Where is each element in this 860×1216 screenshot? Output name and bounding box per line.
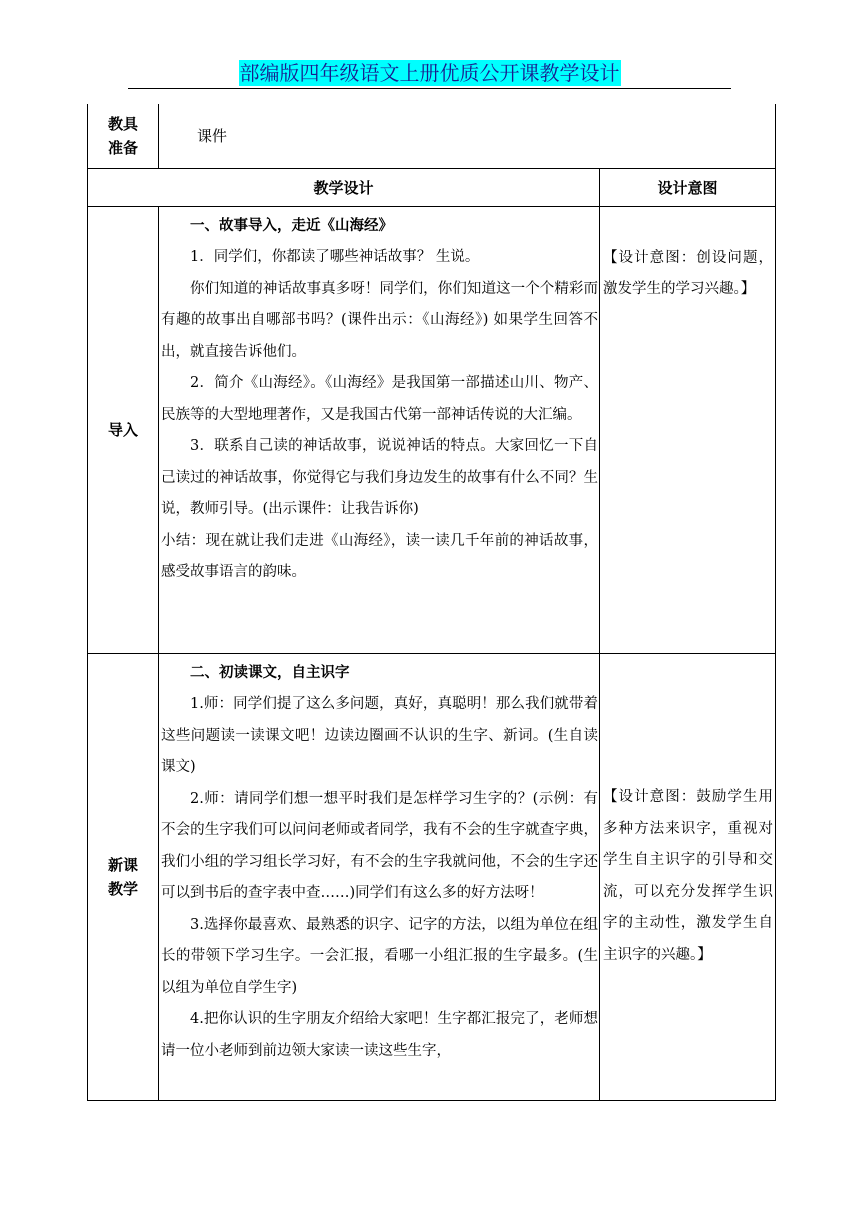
paragraph: 你们知道的神话故事真多呀！同学们，你们知道这一个个精彩而有趣的故事出自哪部书吗？(课件出示：《山海经》) 如果学生回答不出，就直接告诉他们。: [161, 280, 598, 360]
paragraph: 1.师：同学们提了这么多问题，真好，真聪明！那么我们就带着这些问题读一读课文吧！边读边圈画不认识的生字、新词。(生自读课文): [161, 696, 598, 775]
intent-text: 【设计意图：创设问题，激发学生的学习兴趣。】: [603, 249, 774, 297]
section-label-new-lesson: [88, 653, 159, 1100]
document-title: 部编版四年级语文上册优质公开课教学设计: [239, 61, 620, 85]
tools-label: [88, 104, 159, 168]
summary-paragraph: 小结：现在就让我们走进《山海经》，读一读几千年前的神话故事，感受故事语言的韵味。: [161, 532, 598, 580]
section-label-line1: 新课: [107, 855, 138, 874]
tools-label-line1: 教具: [107, 114, 138, 133]
paragraph: 2.师：请同学们想一想平时我们是怎样学习生字的？(示例：有不会的生字我们可以问问老师或者同学，我有不会的生字就查字典，我们小组的学习组长学习好，有不会的生字我就问他，不会的生字还可以到书后的查字表中查……)同学们有这么多的好方法呀！: [161, 790, 598, 901]
section-content-new-lesson: [159, 653, 600, 1100]
section-label-line2: 教学: [107, 879, 138, 898]
section-intent-new-lesson: [600, 653, 776, 1100]
column-header-row: [88, 168, 776, 206]
section-intent-intro: [600, 206, 776, 653]
tools-row: [88, 104, 776, 168]
paragraph: 3．联系自己读的神话故事，说说神话的特点。大家回忆一下自己读过的神话故事，你觉得它与我们身边发生的故事有什么不同？生说，教师引导。(出示课件：让我告诉你): [161, 438, 598, 517]
section-label-intro: 导入: [88, 206, 159, 653]
tools-value: 课件: [159, 104, 776, 168]
paragraph: 4.把你认识的生字朋友介绍给大家吧！生字都汇报完了，老师想请一位小老师到前边领大家读一读这些生字，: [161, 1011, 598, 1059]
paragraph: 3.选择你最喜欢、最熟悉的识字、记字的方法，以组为单位在组长的带领下学习生字。一会汇报，看哪一小组汇报的生字最多。(生以组为单位自学生字): [161, 916, 598, 996]
paragraph: 2．简介《山海经》。《山海经》是我国第一部描述山川、物产、民族等的大型地理著作，又是我国古代第一部神话传说的大汇编。: [161, 375, 598, 423]
section-content-intro: [159, 206, 600, 653]
section-heading: 一、故事导入，走近《山海经》: [190, 217, 393, 234]
lesson-plan-table: [87, 104, 776, 1101]
section-row-intro: [88, 206, 776, 653]
tools-label-line2: 准备: [107, 138, 138, 157]
section-row-new-lesson: [88, 653, 776, 1100]
intent-column-header: 设计意图: [600, 168, 776, 206]
design-column-header: 教学设计: [88, 168, 600, 206]
page-header: [128, 60, 731, 89]
paragraph: 1．同学们，你都读了哪些神话故事？ 生说。: [190, 249, 480, 265]
section-heading: 二、初读课文，自主识字: [190, 664, 350, 681]
intent-text: 【设计意图：鼓励学生用多种方法来识字，重视对学生自主识字的引导和交流，可以充分发挥学生识字的主动性，激发学生自主识字的兴趣。】: [603, 789, 774, 963]
